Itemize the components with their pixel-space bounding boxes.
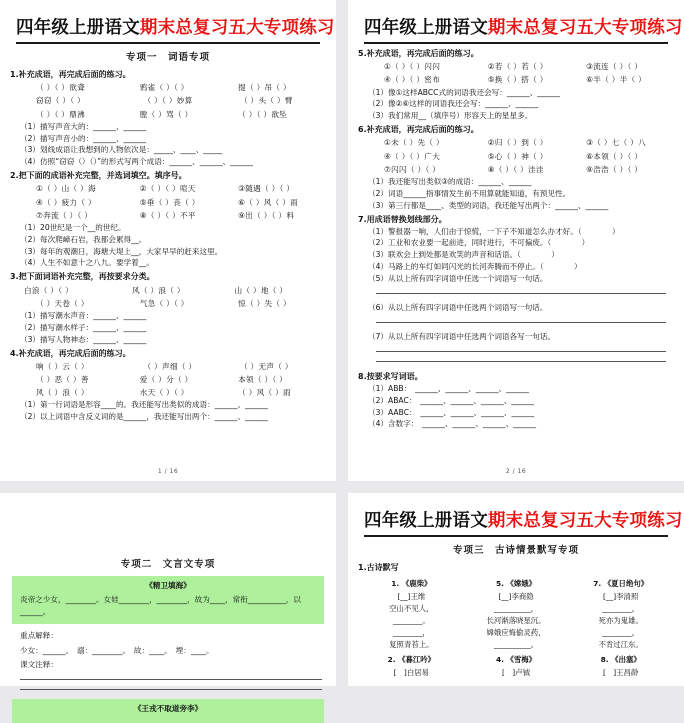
page-banner (16, 10, 335, 44)
banner-red-text: 期末总复习五大专项练习 (139, 18, 335, 38)
idiom-row (358, 137, 674, 148)
poem-line: ________， (602, 627, 640, 637)
classical-answer-block (10, 624, 326, 671)
idiom-cell: ②（ ）（ ）喧天 (139, 184, 196, 194)
poem-column (467, 575, 566, 679)
poem-name: 《鹿柴》 (401, 579, 432, 588)
idiom-cell: （ ）（ ）欲坠 (238, 109, 288, 119)
poem-title (362, 654, 461, 666)
idiom-cell: ③（ ）七（ ）八 (586, 138, 647, 148)
idiom-cell: （ ）头（ ）臂 (239, 96, 293, 106)
idiom-row (10, 285, 326, 296)
idiom-cell: ①（ ）山（ ）海 (36, 184, 96, 194)
idiom-cell: 气急（ ）（ ） (139, 298, 189, 308)
sub-question: （4）仿照“窃窃（）（）”的形式写两个成语：______、______、______ (20, 157, 253, 167)
poem-line: ________， (602, 603, 640, 613)
poem-number: 5. (495, 579, 504, 588)
sub-question: （3）我们常用__（填序号）形容天上的星星多。 (368, 111, 533, 121)
question-heading: 7.用成语替换划线部分。 (358, 214, 447, 224)
idiom-cell: ⑧（ ）（ ）不平 (139, 210, 196, 220)
poem-number: 1. (391, 579, 400, 588)
sub-question: （6）从以上所有四字词语中任选两个词语写一句话。 (368, 302, 548, 312)
banner-black-text: 四年级上册语文 (364, 18, 488, 38)
sub-question: （4）人生不如意十之八九。要学着__。 (20, 258, 154, 268)
idiom-row (10, 387, 326, 398)
idiom-row (10, 361, 326, 372)
sub-question: （2）ABAC： ______、______、______、______ (368, 395, 535, 405)
section-title: 专项二 文言文专项 (120, 559, 216, 570)
sub-question: （3）第三行都是____、类型的词语，我还能写出两个：______、______ (368, 200, 609, 210)
poem-author: [ ]白居易 (393, 667, 429, 677)
sub-question: （2）以上词语中含反义词的是______，我还能写出两个：______、______ (20, 412, 268, 422)
idiom-row (10, 95, 326, 106)
page-top-spacer (10, 499, 326, 551)
poem-name: 《夏日绝句》 (603, 579, 649, 588)
idiom-cell: （ ）声细（ ） (143, 361, 197, 371)
sub-question: （1）ABB： ______、______、______、______ (368, 383, 529, 393)
poem-column (362, 575, 461, 679)
question-heading: 6.补充成语，再完成后面的练习。 (358, 125, 479, 135)
idiom-cell: ⑨浩浩（ ）（ ） (586, 164, 643, 174)
sub-question: （3）划线成语让我想到的人物依次是：_____、____、_____ (20, 145, 223, 155)
poem-line: 不肯过江东。 (598, 639, 643, 649)
poem-column (571, 575, 670, 679)
idiom-cell: 鸦雀（ ）（ ） (139, 83, 189, 93)
idiom-cell: （ ）（ ）妙算 (143, 96, 193, 106)
idiom-row (10, 210, 326, 221)
idiom-cell: 惊（ ）失（ ） (238, 298, 291, 308)
page-cell-3 (0, 487, 342, 714)
poem-author: [__]王维 (397, 591, 426, 601)
banner-black-text: 四年级上册语文 (16, 18, 140, 38)
sub-question: （4）马路上的车灯如同闪光的长河奔腾而不停止。（ ） (368, 262, 582, 272)
sub-question: （3）AABC： ______、______、______、______ (368, 407, 535, 417)
question-heading: 3.把下面词语补充完整，再按要求分类。 (10, 272, 155, 282)
poem-title (467, 654, 566, 666)
sub-question: （1）第一行词语是形容____的。我还能写出类似的成语：______、______ (20, 400, 268, 410)
classical-text-box-next (12, 699, 324, 723)
sub-question: （2）描写声音小的：______、______ (20, 133, 147, 143)
poem-line: __________。 (493, 639, 539, 649)
poem-name: 《出塞》 (611, 654, 641, 664)
answer-write-line[interactable] (20, 689, 322, 690)
page-footer: 1 / 16 (157, 468, 179, 475)
classical-text-body: 炎帝之少女，________。女娃________，________，故为____，常衔__________，以______。 (20, 595, 301, 616)
banner-red-text: 期末总复习五大专项练习 (487, 18, 683, 38)
poem-name: 《雪梅》 (506, 654, 537, 664)
banner-black-text: 四年级上册语文 (364, 511, 488, 531)
idiom-cell: （ ）（ ）欲聋 (36, 83, 85, 93)
idiom-cell: 窃窃（ ）（ ） (36, 96, 85, 106)
idiom-cell: 提（ ）吊（ ） (238, 83, 291, 93)
poem-name: 《暮江吟》 (398, 654, 436, 664)
idiom-row (10, 298, 326, 309)
sub-question: （3）每年的观潮日，海塘大堤上__，大家早早的赶来这里。 (20, 246, 223, 256)
poem-title (571, 654, 670, 666)
poem-author: [__]李清照 (603, 591, 639, 601)
idiom-cell: ②归（ ）到（ ） (487, 138, 548, 148)
answer-write-line[interactable] (376, 361, 666, 362)
idiom-cell: 山（ ）地（ ） (234, 285, 288, 295)
sub-question: （3）联欢会上到处都是欢笑的声音和话语。（ ） (368, 250, 559, 260)
banner-red-text: 期末总复习五大专项练习 (487, 511, 683, 531)
sub-question: （2）工业和农业要一起前进，同时进行，不可偏废。（ ） (368, 238, 590, 248)
poem-number: 4. (495, 654, 504, 664)
sub-question: （3）描写人物神态：______、______ (20, 334, 147, 344)
poem-line: 嫦娥应悔偷灵药， (486, 627, 546, 637)
classical-text-title: 《王戎不取道旁李》 (133, 704, 203, 714)
page-cell-1 (0, 0, 342, 487)
idiom-cell: ⑧（ ）（ ）洼洼 (487, 164, 544, 174)
idiom-cell: 风（ ）浪（ ） (36, 388, 89, 398)
idiom-cell: ②若（ ）若（ ） (487, 62, 548, 72)
idiom-cell: ①未（ ）先（ ） (384, 138, 444, 148)
poem-line: ________， (392, 627, 430, 637)
idiom-cell: （ ）天卷（ ） (36, 298, 89, 308)
question-heading: 8.按要求写词语。 (358, 371, 423, 381)
key-explanation-items: 少女：______。 溺：________。 故：____。 堙：____。 (20, 645, 214, 655)
poem-line: 复照青苔上。 (389, 639, 434, 649)
idiom-cell: ④（ ）（ ）广大 (384, 151, 441, 161)
idiom-cell: （ ）恶（ ）善 (36, 374, 89, 384)
idiom-row (358, 74, 674, 85)
idiom-cell: （ ）风（ ）雨 (238, 388, 291, 398)
sub-question: （1）像①这样ABCC式的词语我还会写：______、______ (368, 87, 560, 97)
idiom-row (10, 197, 326, 208)
idiom-row (358, 164, 674, 175)
sub-question: （1）20世纪是一个__的世纪。 (20, 222, 126, 232)
poem-number: 7. (593, 579, 602, 588)
idiom-row (10, 109, 326, 120)
poem-title (571, 578, 670, 590)
page-banner (364, 503, 683, 537)
sub-question: （7）从以上所有四字词语中任选两个词语各写一句话。 (368, 331, 556, 341)
idiom-cell: ①（ ）（ ）闪闪 (384, 62, 441, 72)
sub-question: （4）含数字： ______、______、______、______ (368, 419, 537, 429)
question-heading: 5.补充成语，再完成后面的练习。 (358, 49, 479, 58)
idiom-cell: ③流连（ ）（ ） (586, 62, 643, 72)
idiom-row (358, 151, 674, 162)
poem-name: 《嫦娥》 (506, 579, 537, 588)
idiom-cell: 白浪（ ）（ ） (24, 285, 73, 295)
idiom-cell: ③随遇（ ）（ ） (238, 184, 295, 194)
poem-line: __________， (493, 603, 539, 613)
answer-write-line[interactable] (20, 679, 322, 680)
idiom-cell: ⑦奔流（ ）（ ） (36, 210, 93, 220)
idiom-cell: （ ）（ ）鼎沸 (36, 109, 85, 119)
idiom-cell: ⑤心（ ）神（ ） (487, 151, 548, 161)
sub-question: （2）每次爬嶂石岩，我都会累得__。 (20, 234, 147, 244)
idiom-cell: 本领（ ）（ ） (238, 374, 288, 384)
poem-title (467, 578, 566, 590)
poem-author: [__]李商隐 (498, 591, 534, 601)
question-heading: 2.把下面的成语补充完整，并选词填空。填序号。 (10, 171, 187, 181)
sub-question: （5）从以上所有四字词语中任选一个词语写一句话。 (368, 273, 548, 283)
idiom-cell: ⑥半（ ）半（ ） (586, 75, 647, 85)
idiom-cell: （ ）无声（ ） (239, 361, 293, 371)
page-1 (0, 0, 336, 481)
answer-write-line[interactable] (376, 351, 666, 352)
text-annotation-label: 课文注释： (20, 660, 58, 670)
page-4 (348, 493, 684, 686)
idiom-cell: ⑦闪闪（ ）（ ） (384, 164, 441, 174)
poem-columns (358, 575, 674, 679)
question-heading: 1.补充成语，再完成后面的练习。 (10, 70, 131, 79)
sub-question: （1）警报器一响，人们由于惊慌，一下子不知道怎么办才好。（ ） (368, 226, 620, 236)
page-cell-2 (342, 0, 684, 487)
idiom-cell: ⑥（ ）风（ ）雨 (238, 197, 299, 207)
question-heading: 4.补充成语，再完成后面的练习。 (10, 348, 131, 358)
idiom-cell: 风（ ）浪（ ） (131, 285, 185, 295)
idiom-cell: 爱（ ）分（ ） (139, 374, 193, 384)
classical-text-box (12, 576, 324, 624)
sub-question: （1）描写潮水声音：______、______ (20, 310, 147, 320)
sub-question: （2）词语______指事情发生前不用算就能知道，有预见性。 (368, 188, 571, 198)
poem-line: 长河渐落晓星沉。 (486, 615, 546, 625)
poem-line: 死亦为鬼雄。 (598, 615, 643, 625)
answer-write-line[interactable] (376, 322, 666, 323)
answer-write-line[interactable] (376, 293, 666, 294)
idiom-cell: ⑤垂（ ）丧（ ） (139, 197, 200, 207)
idiom-cell: 水天（ ）（ ） (139, 388, 189, 398)
key-explanation-label: 重点解释： (20, 631, 58, 641)
page-banner (364, 10, 683, 44)
idiom-cell: ⑥本领（ ）（ ） (586, 151, 643, 161)
poem-author: [ ]卢钺 (502, 667, 530, 677)
idiom-cell: ⑨出（ ）（ ）料 (238, 210, 295, 220)
idiom-cell: 膛（ ）骂（ ） (139, 109, 193, 119)
page-3 (0, 493, 336, 714)
idiom-row (10, 183, 326, 194)
idiom-cell: ⑤换（ ）搭（ ） (487, 75, 548, 85)
idiom-cell: ④（ ）（ ）密布 (384, 75, 441, 85)
poem-author: [ ]王昌龄 (603, 667, 639, 677)
idiom-cell: 响（ ）云（ ） (36, 361, 89, 371)
idiom-cell: ④（ ）疲力（ ） (36, 197, 96, 207)
poem-line: 空山不见人， (389, 603, 434, 613)
sub-question: （1）描写声音大的：______、______ (20, 121, 147, 131)
idiom-row (10, 82, 326, 93)
poem-number: 2. (387, 654, 396, 664)
poem-title (362, 578, 461, 590)
page-footer: 2 / 16 (505, 468, 527, 475)
section-title: 专项一 词语专项 (125, 52, 210, 63)
poem-line: ________。 (392, 615, 430, 625)
page-cell-4 (342, 487, 684, 686)
idiom-row (10, 374, 326, 385)
sub-question: （1）我还能写出类似③的成语：______、______ (368, 176, 532, 186)
sub-question: （2）描写潮水样子：______、______ (20, 322, 147, 332)
page-2 (348, 0, 684, 481)
question-heading: 1.古诗默写 (358, 563, 399, 572)
poem-number: 8. (600, 654, 609, 664)
section-title: 专项三 古诗情景默写专项 (452, 545, 579, 556)
idiom-row (358, 61, 674, 72)
classical-text-title: 《精卫填海》 (145, 581, 191, 590)
sub-question: （2）像②⑥这样的词语我还会写：______、______ (368, 99, 539, 109)
